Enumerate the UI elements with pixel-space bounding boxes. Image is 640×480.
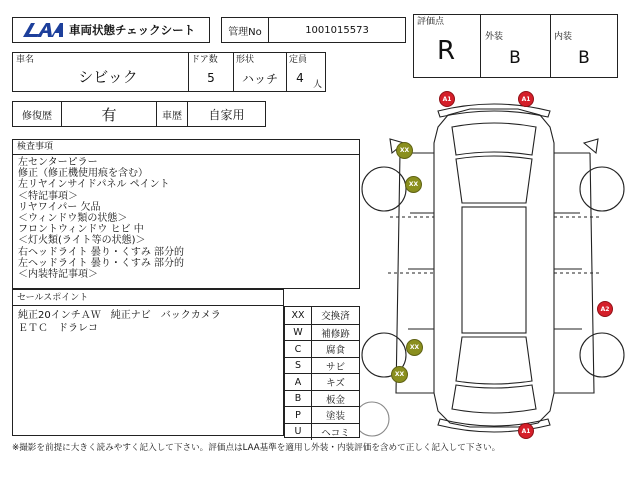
- history-label: 修復歴: [22, 110, 52, 122]
- laa-logo: [19, 21, 63, 39]
- legend-row: [285, 340, 359, 358]
- inspection-line: リヤワイパー 欠品: [18, 201, 101, 213]
- legend-code: XX: [285, 307, 312, 324]
- grades-box: [413, 14, 618, 78]
- capacity-value: 4: [296, 71, 304, 85]
- exterior-grade-label: 外装: [485, 32, 504, 42]
- legend-desc: ヘコミ: [321, 427, 350, 439]
- legend-code: C: [285, 341, 312, 358]
- sales-line: ＥＴＣ ドラレコ: [18, 323, 98, 334]
- sheet-title: 車両状態チェックシート: [69, 23, 196, 37]
- reg-label: 管理No: [228, 26, 262, 38]
- overall-grade: R: [436, 36, 456, 66]
- overall-grade-label: 評価点: [417, 17, 445, 27]
- legend-code: B: [285, 391, 312, 408]
- sales-box: [12, 289, 284, 436]
- damage-marker: A1: [439, 91, 455, 107]
- legend-code: S: [285, 358, 312, 375]
- legend-row: [285, 357, 359, 375]
- exterior-grade: B: [509, 48, 521, 68]
- damage-marker: XX: [391, 366, 408, 383]
- usage-value: 自家用: [208, 107, 245, 122]
- legend-table: [284, 306, 360, 438]
- sales-label: セールスポイント: [17, 293, 89, 303]
- damage-marker: XX: [406, 339, 423, 356]
- inspection-line: ＜内装特記事項＞: [18, 269, 98, 281]
- legend-desc: 交換済: [321, 311, 350, 323]
- doors-label: ドア数: [191, 55, 218, 65]
- sales-line: 純正20インチＡＷ 純正ナビ バックカメラ: [18, 310, 221, 321]
- legend-code: W: [285, 325, 312, 342]
- damage-marker: A1: [518, 423, 534, 439]
- damage-marker: A2: [597, 301, 613, 317]
- damage-marker: A1: [518, 91, 534, 107]
- inspection-line: 左センターピラー: [18, 157, 98, 168]
- interior-grade-label: 内装: [554, 32, 573, 42]
- inspection-label: 検査事項: [17, 142, 54, 152]
- reg-number: 1001015573: [305, 24, 369, 36]
- body-value: ハッチ: [241, 71, 278, 86]
- interior-grade: B: [578, 48, 590, 68]
- inspection-box: [12, 139, 360, 289]
- legend-desc: 板金: [325, 394, 345, 406]
- header-title-box: [12, 17, 210, 43]
- legend-row: [285, 373, 359, 391]
- legend-row: [285, 324, 359, 342]
- usage-label: 車歴: [162, 110, 182, 122]
- car-name: シビック: [78, 67, 138, 86]
- legend-desc: 塗装: [325, 411, 345, 423]
- legend-desc: 補修跡: [321, 328, 350, 340]
- inspection-line: フロントウィンドウ ヒビ 中: [18, 224, 144, 236]
- inspection-line: ＜灯火類(ライト等の状態)＞: [18, 235, 146, 247]
- legend-code: A: [285, 374, 312, 391]
- car-name-label: 車名: [16, 55, 35, 65]
- footer-note: ※撮影を前提に大きく読みやすく記入して下さい。評価点はLAA基準を適用し外装・内装評価を含めて正しく記入して下さい。: [12, 443, 501, 453]
- inspection-lines: [18, 157, 184, 280]
- sales-lines: [18, 309, 221, 335]
- body-label: 形状: [236, 55, 255, 65]
- capacity-unit: 人: [313, 80, 323, 90]
- inspection-line: 左リヤインサイドパネル ペイント: [18, 179, 170, 191]
- doors-value: 5: [207, 71, 215, 85]
- legend-row: [285, 390, 359, 408]
- legend-desc: 腐食: [325, 345, 345, 357]
- inspection-line: 修正（修正機使用痕を含む）: [18, 168, 148, 180]
- reg-number-box: [221, 17, 406, 43]
- inspection-line: ＜ウィンドウ類の状態＞: [18, 213, 128, 225]
- legend-code: U: [285, 424, 312, 441]
- capacity-label: 定員: [289, 55, 308, 65]
- vehicle-info-box: [12, 52, 326, 92]
- legend-row: [285, 406, 359, 424]
- damage-marker: XX: [405, 176, 422, 193]
- inspection-line: ＜特記事項＞: [18, 190, 78, 202]
- legend-row: [285, 423, 359, 441]
- legend-row: [285, 307, 359, 324]
- damage-marker: XX: [396, 142, 413, 159]
- history-value: 有: [101, 105, 117, 124]
- legend-desc: サビ: [325, 361, 345, 373]
- inspection-line: 右ヘッドライト 曇り・くすみ 部分的: [18, 246, 185, 258]
- inspection-line: 左ヘッドライト 曇り・くすみ 部分的: [18, 257, 185, 269]
- history-box: [12, 101, 266, 127]
- legend-code: P: [285, 407, 312, 424]
- legend-desc: キズ: [326, 378, 345, 390]
